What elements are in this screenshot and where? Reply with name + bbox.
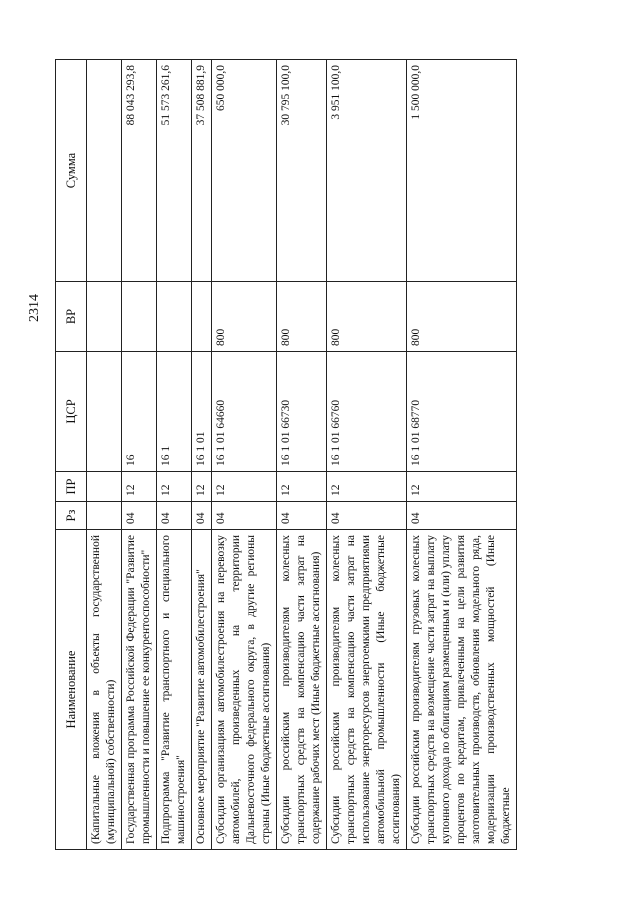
rotated-table-container — [55, 60, 590, 850]
row-sum: 650 000,0 — [212, 60, 277, 282]
row-pr: 12 — [407, 472, 517, 502]
row-vr — [157, 282, 192, 352]
table-row — [122, 60, 157, 850]
row-pr: 12 — [212, 472, 277, 502]
row-rz: 04 — [122, 502, 157, 530]
row-name: Основное мероприятие "Развитие автомобилестроения" — [192, 530, 212, 850]
row-csr: 16 1 01 66760 — [327, 352, 407, 472]
row-csr: 16 1 01 66730 — [277, 352, 327, 472]
row-pr: 12 — [277, 472, 327, 502]
row-sum — [87, 60, 122, 282]
header-rz: Рз — [56, 502, 87, 530]
row-csr: 16 — [122, 352, 157, 472]
row-pr — [87, 472, 122, 502]
header-vr: ВР — [56, 282, 87, 352]
row-vr: 800 — [212, 282, 277, 352]
row-pr: 12 — [122, 472, 157, 502]
table-row — [277, 60, 327, 850]
header-csr: ЦСР — [56, 352, 87, 472]
table-row — [407, 60, 517, 850]
row-rz: 04 — [212, 502, 277, 530]
row-vr: 800 — [407, 282, 517, 352]
row-sum: 37 508 881,9 — [192, 60, 212, 282]
header-pr: ПР — [56, 472, 87, 502]
row-name: Подпрограмма "Развитие транспортного и специального машиностроения" — [157, 530, 192, 850]
row-csr: 16 1 01 — [192, 352, 212, 472]
row-csr: 16 1 01 68770 — [407, 352, 517, 472]
row-name: Субсидии российским производителям грузовых колесных транспортных средств на возмещение части затрат на выплату купонного дохода по облигациям размещенным и (или) уплату процентов по кредитам, привлеченным на цели развития заготовительных производств, обновления модельного ряда, модернизации производственных мощностей (Иные бюджетные — [407, 530, 517, 850]
row-rz: 04 — [407, 502, 517, 530]
row-sum: 30 795 100,0 — [277, 60, 327, 282]
row-sum: 3 951 100,0 — [327, 60, 407, 282]
header-name: Наименование — [56, 530, 87, 850]
row-sum: 88 043 293,8 — [122, 60, 157, 282]
row-vr — [87, 282, 122, 352]
table-row — [192, 60, 212, 850]
row-vr: 800 — [277, 282, 327, 352]
row-sum: 1 500 000,0 — [407, 60, 517, 282]
table-row — [157, 60, 192, 850]
row-vr — [192, 282, 212, 352]
row-name: Субсидии российским производителям колесных транспортных средств на компенсацию части затрат на использование энергоресурсов энергоемкими предприятиями автомобильной промышленности (Иные бюджетные ассигнования) — [327, 530, 407, 850]
table-row — [327, 60, 407, 850]
row-csr: 16 1 01 64660 — [212, 352, 277, 472]
row-name: Субсидии организациям автомобилестроения на перевозку автомобилей, произведенных на территории Дальневосточного федерального округа, в другие регионы страны (Иные бюджетные ассигнования) — [212, 530, 277, 850]
row-sum: 51 573 261,6 — [157, 60, 192, 282]
table-row — [212, 60, 277, 850]
table-row — [87, 60, 122, 850]
row-vr: 800 — [327, 282, 407, 352]
header-sum: Сумма — [56, 60, 87, 282]
row-name: Субсидии российским производителям колесных транспортных средств на компенсацию части затрат на содержание рабочих мест (Иные бюджетные ассигнования) — [277, 530, 327, 850]
row-rz: 04 — [277, 502, 327, 530]
row-csr: 16 1 — [157, 352, 192, 472]
row-pr: 12 — [192, 472, 212, 502]
row-name: (Капитальные вложения в объекты государственной (муниципальной) собственности) — [87, 530, 122, 850]
row-rz: 04 — [157, 502, 192, 530]
row-rz: 04 — [192, 502, 212, 530]
row-rz — [87, 502, 122, 530]
row-pr: 12 — [327, 472, 407, 502]
budget-table — [55, 59, 517, 850]
table-header-row — [56, 60, 87, 850]
row-pr: 12 — [157, 472, 192, 502]
row-csr — [87, 352, 122, 472]
row-name: Государственная программа Российской Федерации "Развитие промышленности и повышение ее конкурентоспособности" — [122, 530, 157, 850]
row-vr — [122, 282, 157, 352]
row-rz: 04 — [327, 502, 407, 530]
page-number: 2314 — [27, 294, 42, 322]
